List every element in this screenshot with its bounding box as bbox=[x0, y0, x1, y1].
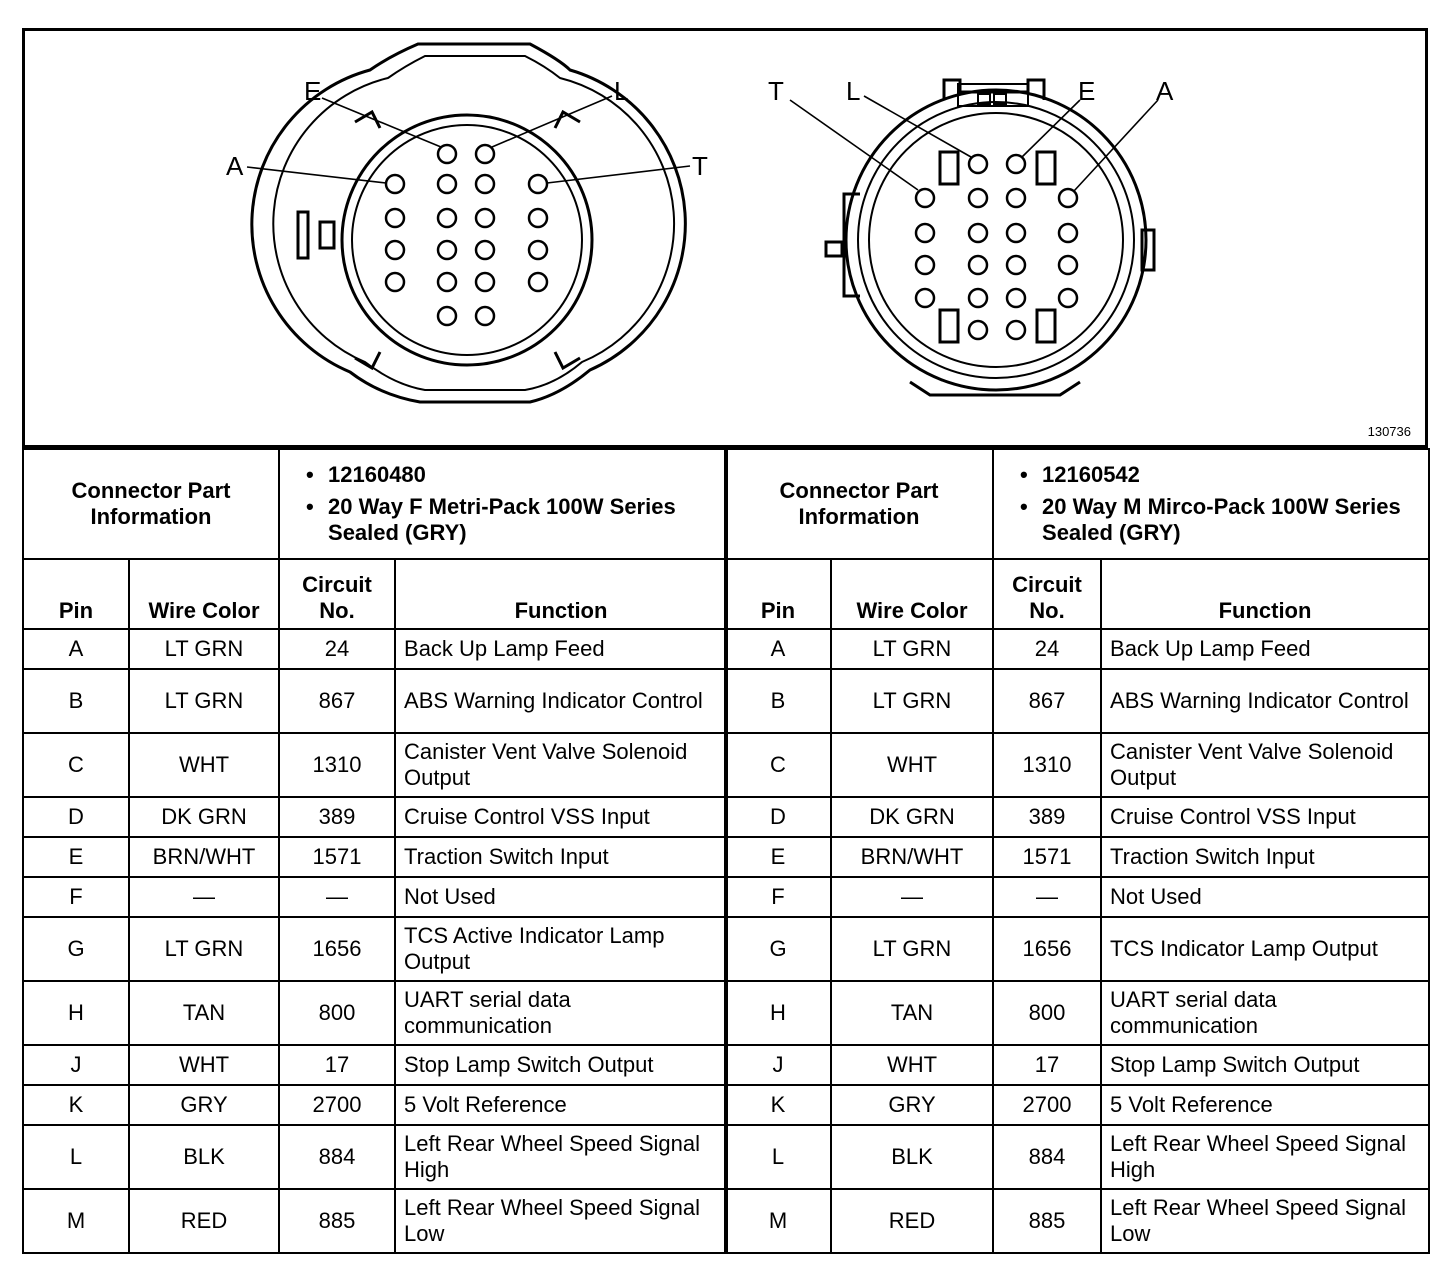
function: 5 Volt Reference bbox=[1101, 1085, 1429, 1125]
part-number: • 12160480 bbox=[328, 462, 718, 488]
wire-color: TAN bbox=[129, 981, 279, 1045]
pin: B bbox=[23, 669, 129, 733]
callout-label: A bbox=[226, 151, 244, 181]
table-row bbox=[23, 1045, 727, 1085]
part-info-label: Connector Part Information bbox=[23, 449, 279, 559]
wire-color: — bbox=[831, 877, 993, 917]
wire-color: LT GRN bbox=[831, 669, 993, 733]
circuit-no: 24 bbox=[279, 629, 395, 669]
wire-color: LT GRN bbox=[129, 629, 279, 669]
pin: F bbox=[23, 877, 129, 917]
pin: L bbox=[725, 1125, 831, 1189]
wire-color: DK GRN bbox=[129, 797, 279, 837]
figure-id: 130736 bbox=[1367, 424, 1411, 439]
circuit-no: 389 bbox=[993, 797, 1101, 837]
circuit-no: 1656 bbox=[279, 917, 395, 981]
wire-color: GRY bbox=[831, 1085, 993, 1125]
function: ABS Warning Indicator Control bbox=[395, 669, 727, 733]
circuit-no: 800 bbox=[279, 981, 395, 1045]
circuit-no: 17 bbox=[993, 1045, 1101, 1085]
function: Traction Switch Input bbox=[1101, 837, 1429, 877]
table-row bbox=[23, 629, 727, 669]
table-row bbox=[23, 669, 727, 733]
pin: B bbox=[725, 669, 831, 733]
pin: K bbox=[725, 1085, 831, 1125]
pin: A bbox=[725, 629, 831, 669]
circuit-no: 24 bbox=[993, 629, 1101, 669]
table-row bbox=[725, 797, 1429, 837]
circuit-no: — bbox=[279, 877, 395, 917]
pin: G bbox=[725, 917, 831, 981]
table-row bbox=[725, 733, 1429, 797]
part-description: • 20 Way M Mirco-Pack 100W Series Sealed (GRY) bbox=[1042, 494, 1420, 546]
function: Left Rear Wheel Speed Signal High bbox=[1101, 1125, 1429, 1189]
wire-color: BRN/WHT bbox=[831, 837, 993, 877]
function: Stop Lamp Switch Output bbox=[395, 1045, 727, 1085]
circuit-no: 1310 bbox=[279, 733, 395, 797]
circuit-no: 884 bbox=[279, 1125, 395, 1189]
circuit-no: 1571 bbox=[279, 837, 395, 877]
function: Canister Vent Valve Solenoid Output bbox=[395, 733, 727, 797]
female-leader-lines bbox=[247, 96, 690, 183]
callout-label: L bbox=[614, 76, 629, 106]
wire-color: DK GRN bbox=[831, 797, 993, 837]
pin: M bbox=[725, 1189, 831, 1253]
callout-label: T bbox=[692, 151, 708, 181]
callout-label: E bbox=[304, 76, 322, 106]
function: Left Rear Wheel Speed Signal Low bbox=[1101, 1189, 1429, 1253]
circuit-no: 885 bbox=[279, 1189, 395, 1253]
table-row bbox=[23, 797, 727, 837]
wire-color: WHT bbox=[129, 733, 279, 797]
callout-label: L bbox=[846, 76, 861, 106]
col-header-pin: Pin bbox=[23, 559, 129, 629]
wire-color: WHT bbox=[831, 733, 993, 797]
part-info-values bbox=[279, 449, 727, 559]
pin: C bbox=[725, 733, 831, 797]
part-info-values bbox=[993, 449, 1429, 559]
male-leader-lines bbox=[790, 96, 1158, 191]
pin: M bbox=[23, 1189, 129, 1253]
part-info-label: Connector Part Information bbox=[725, 449, 993, 559]
pin: G bbox=[23, 917, 129, 981]
pin: E bbox=[23, 837, 129, 877]
circuit-no: 2700 bbox=[993, 1085, 1101, 1125]
table-row bbox=[23, 877, 727, 917]
wire-color: LT GRN bbox=[129, 917, 279, 981]
col-header-function: Function bbox=[395, 559, 727, 629]
col-header-circuit: Circuit No. bbox=[279, 559, 395, 629]
function: Cruise Control VSS Input bbox=[395, 797, 727, 837]
wire-color: — bbox=[129, 877, 279, 917]
pin: E bbox=[725, 837, 831, 877]
male-connector-face bbox=[826, 80, 1154, 395]
callout-label: A bbox=[1156, 76, 1174, 106]
table-row bbox=[23, 1085, 727, 1125]
pinout-table-male bbox=[724, 448, 1430, 1254]
circuit-no: 1571 bbox=[993, 837, 1101, 877]
function: ABS Warning Indicator Control bbox=[1101, 669, 1429, 733]
connector-drawings bbox=[0, 0, 1456, 450]
table-row bbox=[23, 1189, 727, 1253]
col-header-pin: Pin bbox=[725, 559, 831, 629]
wire-color: RED bbox=[129, 1189, 279, 1253]
circuit-no: 17 bbox=[279, 1045, 395, 1085]
table-row bbox=[23, 1125, 727, 1189]
callout-label: T bbox=[768, 76, 784, 106]
wire-color: LT GRN bbox=[831, 629, 993, 669]
function: Cruise Control VSS Input bbox=[1101, 797, 1429, 837]
pin: C bbox=[23, 733, 129, 797]
col-header-function: Function bbox=[1101, 559, 1429, 629]
circuit-no: 2700 bbox=[279, 1085, 395, 1125]
part-number: • 12160542 bbox=[1042, 462, 1420, 488]
table-row bbox=[725, 1045, 1429, 1085]
table-row bbox=[725, 1125, 1429, 1189]
circuit-no: 885 bbox=[993, 1189, 1101, 1253]
function: Back Up Lamp Feed bbox=[1101, 629, 1429, 669]
function: TCS Active Indicator Lamp Output bbox=[395, 917, 727, 981]
function: Stop Lamp Switch Output bbox=[1101, 1045, 1429, 1085]
table-row bbox=[725, 837, 1429, 877]
col-header-wire-color: Wire Color bbox=[129, 559, 279, 629]
pin: J bbox=[725, 1045, 831, 1085]
function: Not Used bbox=[395, 877, 727, 917]
pin: A bbox=[23, 629, 129, 669]
circuit-no: 867 bbox=[279, 669, 395, 733]
wire-color: WHT bbox=[831, 1045, 993, 1085]
table-row bbox=[23, 837, 727, 877]
circuit-no: 389 bbox=[279, 797, 395, 837]
function: UART serial data communication bbox=[1101, 981, 1429, 1045]
function: TCS Indicator Lamp Output bbox=[1101, 917, 1429, 981]
function: Traction Switch Input bbox=[395, 837, 727, 877]
function: Left Rear Wheel Speed Signal Low bbox=[395, 1189, 727, 1253]
wire-color: BLK bbox=[831, 1125, 993, 1189]
circuit-no: 1310 bbox=[993, 733, 1101, 797]
col-header-circuit: Circuit No. bbox=[993, 559, 1101, 629]
pinout-table-female bbox=[22, 448, 728, 1254]
wire-color: GRY bbox=[129, 1085, 279, 1125]
wire-color: LT GRN bbox=[129, 669, 279, 733]
pin: K bbox=[23, 1085, 129, 1125]
pin: D bbox=[23, 797, 129, 837]
table-row bbox=[725, 1189, 1429, 1253]
function: Canister Vent Valve Solenoid Output bbox=[1101, 733, 1429, 797]
pin: H bbox=[725, 981, 831, 1045]
wire-color: LT GRN bbox=[831, 917, 993, 981]
circuit-no: — bbox=[993, 877, 1101, 917]
function: UART serial data communication bbox=[395, 981, 727, 1045]
table-row bbox=[23, 981, 727, 1045]
wire-color: BRN/WHT bbox=[129, 837, 279, 877]
table-row bbox=[725, 981, 1429, 1045]
col-header-wire-color: Wire Color bbox=[831, 559, 993, 629]
function: 5 Volt Reference bbox=[395, 1085, 727, 1125]
pin: D bbox=[725, 797, 831, 837]
table-row bbox=[725, 1085, 1429, 1125]
table-row bbox=[725, 917, 1429, 981]
table-row bbox=[725, 669, 1429, 733]
wire-color: WHT bbox=[129, 1045, 279, 1085]
function: Left Rear Wheel Speed Signal High bbox=[395, 1125, 727, 1189]
function: Back Up Lamp Feed bbox=[395, 629, 727, 669]
function: Not Used bbox=[1101, 877, 1429, 917]
table-row bbox=[725, 629, 1429, 669]
wire-color: TAN bbox=[831, 981, 993, 1045]
wire-color: BLK bbox=[129, 1125, 279, 1189]
wire-color: RED bbox=[831, 1189, 993, 1253]
table-row bbox=[23, 733, 727, 797]
circuit-no: 800 bbox=[993, 981, 1101, 1045]
circuit-no: 867 bbox=[993, 669, 1101, 733]
circuit-no: 1656 bbox=[993, 917, 1101, 981]
pin: H bbox=[23, 981, 129, 1045]
table-row bbox=[725, 877, 1429, 917]
callout-label: E bbox=[1078, 76, 1096, 106]
part-description: • 20 Way F Metri-Pack 100W Series Sealed (GRY) bbox=[328, 494, 718, 546]
pin: F bbox=[725, 877, 831, 917]
table-row bbox=[23, 917, 727, 981]
female-connector-pins bbox=[386, 145, 547, 325]
pin: J bbox=[23, 1045, 129, 1085]
pin: L bbox=[23, 1125, 129, 1189]
circuit-no: 884 bbox=[993, 1125, 1101, 1189]
